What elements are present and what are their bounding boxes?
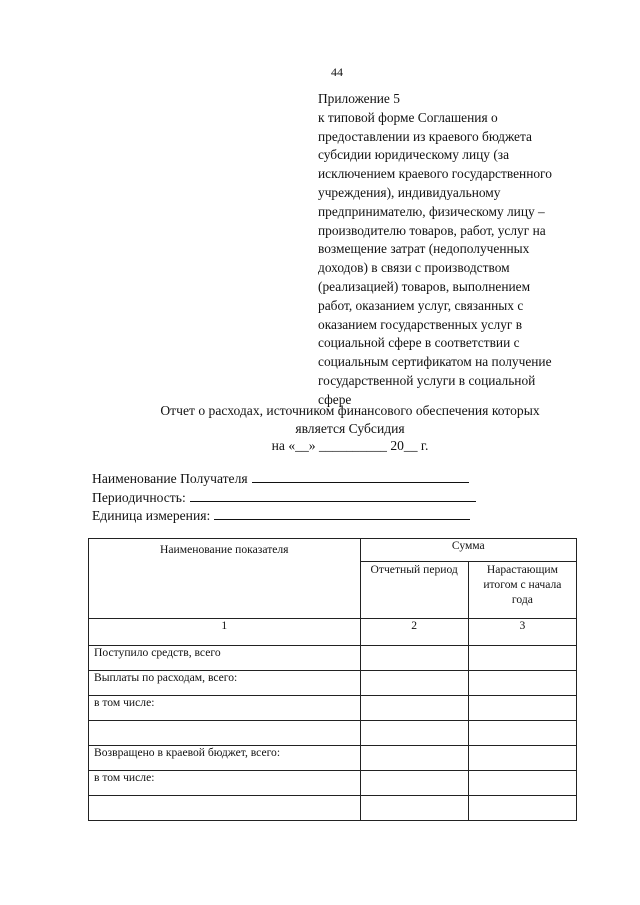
- cumulative-cell[interactable]: [468, 696, 576, 721]
- row-label: Поступило средств, всего: [89, 646, 361, 671]
- report-fields: [92, 470, 512, 526]
- period-cell[interactable]: [360, 721, 468, 746]
- table-row: [89, 696, 577, 721]
- table-row: [89, 646, 577, 671]
- period-cell[interactable]: [360, 696, 468, 721]
- unit-blank[interactable]: [214, 507, 470, 520]
- row-label: Выплаты по расходам, всего:: [89, 671, 361, 696]
- row-label: Возвращено в краевой бюджет, всего:: [89, 746, 361, 771]
- report-title: [80, 402, 620, 455]
- appendix-line: предоставлении из краевого бюджета: [318, 128, 532, 144]
- appendix-line: (реализацией) товаров, выполнением: [318, 278, 531, 294]
- sum-header: Сумма: [360, 539, 576, 562]
- row-label: в том числе:: [89, 771, 361, 796]
- periodicity-label: Периодичность:: [92, 489, 186, 505]
- table-row: [89, 746, 577, 771]
- cumulative-header: Нарастающим итогом с начала года: [468, 562, 576, 619]
- appendix-line: возмещение затрат (недополученных: [318, 241, 530, 257]
- appendix-line: работ, оказанием услуг, связанных с: [318, 297, 524, 313]
- periodicity-blank[interactable]: [190, 489, 476, 502]
- appendix-line: исключением краевого государственного: [318, 166, 552, 182]
- period-cell[interactable]: [360, 671, 468, 696]
- appendix-line: предпринимателю, физическому лицу –: [318, 203, 545, 219]
- cumulative-cell[interactable]: [468, 771, 576, 796]
- column-number: 3: [468, 619, 576, 646]
- cumulative-cell[interactable]: [468, 796, 576, 821]
- cumulative-cell[interactable]: [468, 721, 576, 746]
- period-cell[interactable]: [360, 746, 468, 771]
- appendix-line: оказанием государственных услуг в: [318, 316, 523, 332]
- indicator-header: Наименование показателя: [89, 539, 361, 619]
- appendix-block: [318, 90, 608, 410]
- recipient-label: Наименование Получателя: [92, 471, 248, 486]
- cumulative-cell[interactable]: [468, 646, 576, 671]
- page-number: 44: [331, 65, 343, 79]
- periodicity-field: [92, 489, 512, 508]
- row-label: [89, 721, 361, 746]
- unit-field: [92, 507, 512, 526]
- table-header-row: [89, 539, 577, 562]
- recipient-blank[interactable]: [252, 470, 469, 483]
- appendix-line: учреждения), индивидуальному: [318, 184, 501, 200]
- report-table: [88, 538, 577, 821]
- appendix-line: доходов) в связи с производством: [318, 260, 510, 276]
- cumulative-cell[interactable]: [468, 746, 576, 771]
- appendix-line: Приложение 5: [318, 91, 400, 106]
- row-label: в том числе:: [89, 696, 361, 721]
- column-number-row: [89, 619, 577, 646]
- period-cell[interactable]: [360, 646, 468, 671]
- recipient-field: [92, 470, 512, 489]
- appendix-line: социальным сертификатом на получение: [318, 354, 552, 370]
- report-title-line-2: является Субсидия: [295, 420, 405, 436]
- appendix-line: производителю товаров, работ, услуг на: [318, 222, 546, 238]
- column-number: 1: [89, 619, 361, 646]
- report-date-line: на «__» __________ 20__ г.: [271, 438, 429, 453]
- appendix-line: государственной услуги в социальной: [318, 372, 536, 388]
- appendix-line: субсидии юридическому лицу (за: [318, 147, 510, 163]
- table-row: [89, 771, 577, 796]
- appendix-line: социальной сфере в соответствии с: [318, 335, 520, 351]
- report-title-line-1: Отчет о расходах, источником финансового обеспечения которых: [160, 403, 540, 418]
- row-label: [89, 796, 361, 821]
- cumulative-cell[interactable]: [468, 671, 576, 696]
- period-header: Отчетный период: [360, 562, 468, 619]
- unit-label: Единица измерения:: [92, 508, 211, 523]
- column-number: 2: [360, 619, 468, 646]
- period-cell[interactable]: [360, 796, 468, 821]
- appendix-line: к типовой форме Соглашения о: [318, 109, 498, 125]
- table-row: [89, 796, 577, 821]
- table-row: [89, 671, 577, 696]
- table-row: [89, 721, 577, 746]
- period-cell[interactable]: [360, 771, 468, 796]
- appendix-line: сфере: [318, 391, 352, 407]
